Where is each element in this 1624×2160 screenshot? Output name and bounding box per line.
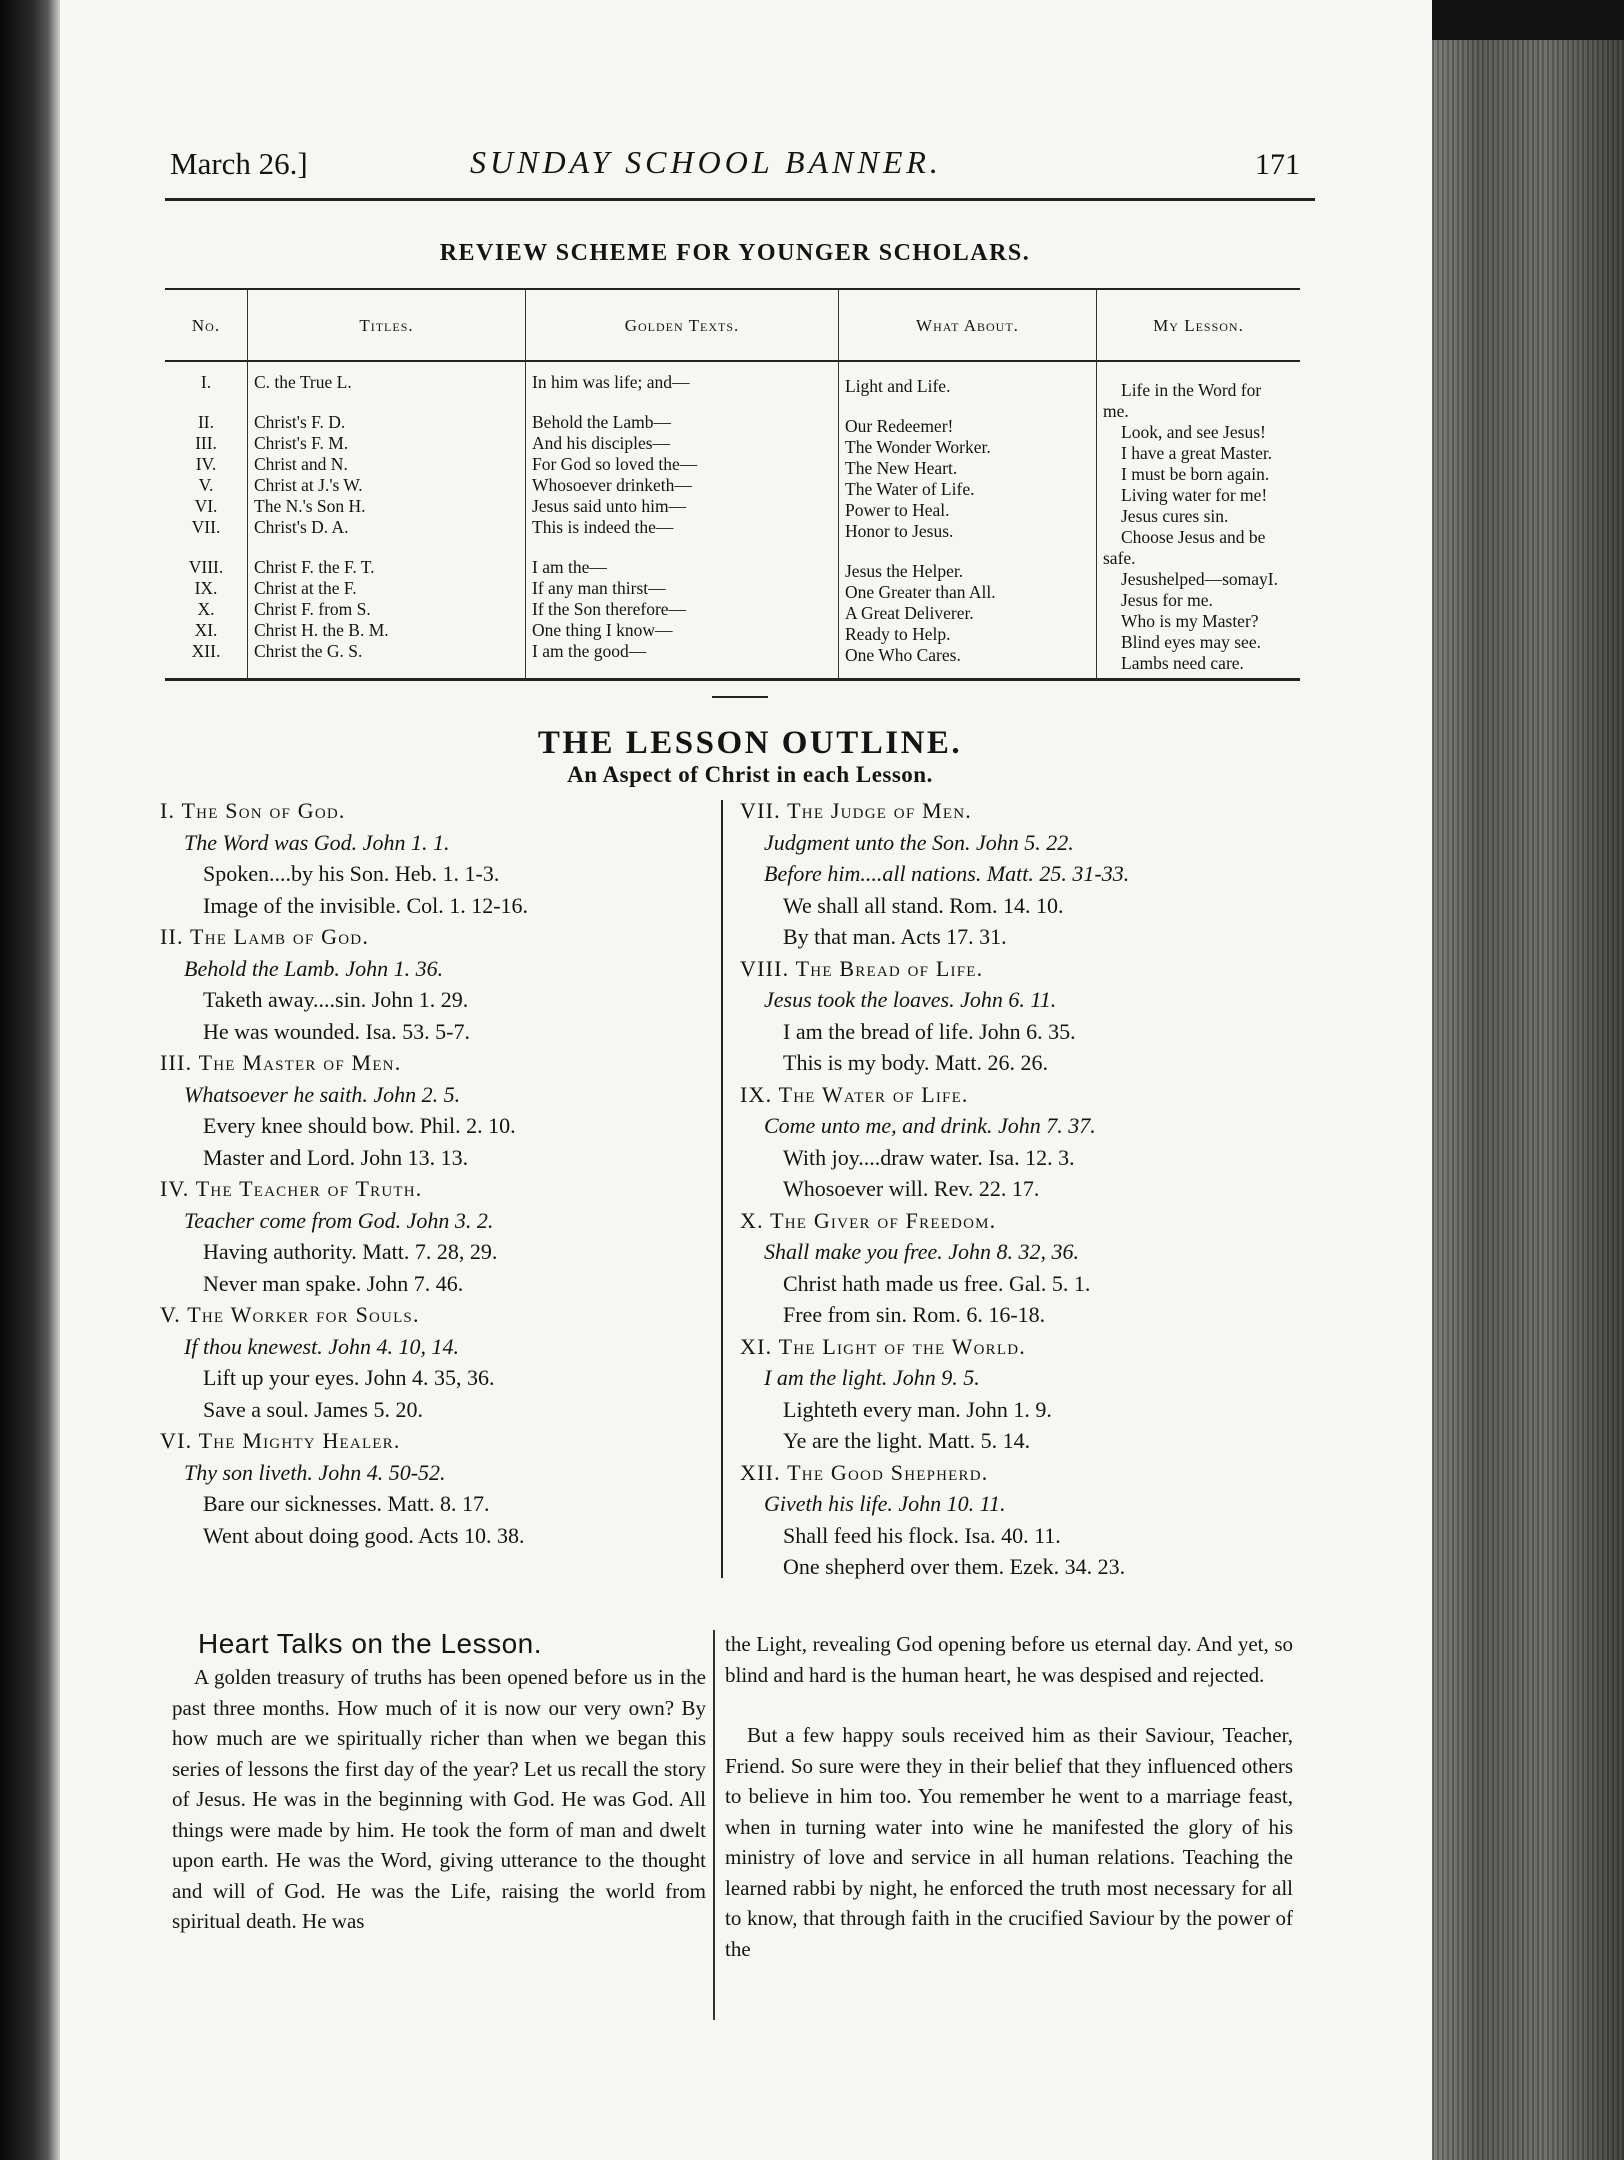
review-scheme-table [165, 288, 1300, 681]
table-body-row [165, 361, 1300, 680]
book-page-edges [1432, 0, 1624, 2160]
table-cell: One thing I know— [532, 620, 673, 640]
table-cell: XI. [194, 620, 218, 640]
table-cell: Christ and N. [254, 454, 348, 474]
outline-item [160, 1173, 720, 1299]
table-cell: V. [198, 475, 214, 495]
outline-item [160, 921, 720, 1047]
table-cell: Christ's D. A. [254, 517, 349, 537]
outline-key-verse: If thou knewest. John 4. 10, 14. [184, 1333, 459, 1359]
table-cell: Look, and see Jesus! [1121, 422, 1266, 442]
no-column [165, 361, 248, 680]
outline-ref: We shall all stand. Rom. 14. 10. [783, 892, 1064, 918]
table-cell: In him was life; and— [532, 372, 690, 392]
table-cell: Life in the Word for [1121, 380, 1262, 400]
header-golden-texts: Golden Texts. [526, 289, 839, 361]
book-gutter-shadow [0, 0, 60, 2160]
table-cell: Our Redeemer! [845, 416, 954, 436]
table-cell: Honor to Jesus. [845, 521, 954, 541]
table-cell: Christ at the F. [254, 578, 357, 598]
body-column-divider [713, 1630, 715, 2020]
outline-item [740, 795, 1320, 953]
outline-item [160, 795, 720, 921]
table-cell: The Water of Life. [845, 479, 975, 499]
table-cell: safe. [1103, 548, 1136, 568]
table-cell: Christ's F. D. [254, 412, 346, 432]
outline-key-verse: Jesus took the loaves. John 6. 11. [764, 987, 1057, 1012]
table-cell: If the Son therefore— [532, 599, 687, 619]
outline-ref: Spoken....by his Son. Heb. 1. 1-3. [203, 861, 500, 886]
table-cell: This is indeed the— [532, 517, 674, 537]
table-cell: II. [197, 412, 215, 432]
heart-talks-paragraph-right-2: But a few happy souls received him as their Saviour, Teacher, Friend. So sure were they in their belief that they influenced others to believe in him too. You remember he went to a marriage feast, when in turning water into wine he manifested the glory of his ministry of love and service in all human relations. Teaching the learned rabbi by night, he enforced the truth most necessary for all to know, that through faith in the crucified Saviour by the power of the [725, 1723, 1293, 1961]
table-cell: Lambs need care. [1121, 653, 1244, 673]
golden-texts-column [526, 361, 839, 680]
table-cell: Power to Heal. [845, 500, 950, 520]
outline-ref: One shepherd over them. Ezek. 34. 23. [783, 1554, 1126, 1579]
table-cell: III. [195, 433, 217, 453]
outline-item [160, 1425, 720, 1551]
outline-ref: Free from sin. Rom. 6. 16-18. [783, 1302, 1046, 1327]
book-top-shadow [1432, 0, 1624, 40]
table-cell: me. [1103, 401, 1129, 421]
outline-key-verse: Judgment unto the Son. John 5. 22. [764, 829, 1074, 855]
outline-heading: I. The Son of God. [160, 798, 346, 823]
outline-heading: X. The Giver of Freedom. [740, 1207, 997, 1233]
outline-ref: Shall feed his flock. Isa. 40. 11. [783, 1522, 1061, 1548]
table-cell: Christ at J.'s W. [254, 475, 363, 495]
outline-ref: Ye are the light. Matt. 5. 14. [783, 1428, 1031, 1453]
table-cell: X. [197, 599, 215, 619]
outline-ref: He was wounded. Isa. 53. 5-7. [203, 1018, 470, 1044]
header-no: No. [165, 289, 248, 361]
table-cell: For God so loved the— [532, 454, 698, 474]
outline-heading: IV. The Teacher of Truth. [160, 1176, 423, 1201]
outline-heading: III. The Master of Men. [160, 1050, 402, 1075]
review-scheme-title: REVIEW SCHEME FOR YOUNGER SCHOLARS. [439, 240, 1031, 266]
outline-ref: Master and Lord. John 13. 13. [203, 1144, 469, 1170]
table-cell: Whosoever drinketh— [532, 475, 692, 495]
lesson-outline-title: THE LESSON OUTLINE. [537, 725, 963, 761]
table-cell: The N.'s Son H. [254, 496, 366, 516]
table-cell: IX. [194, 578, 218, 598]
table-cell: Jesus for me. [1121, 590, 1213, 610]
running-head [0, 142, 1624, 192]
outline-ref: Having authority. Matt. 7. 28, 29. [203, 1239, 498, 1264]
table-cell: Jesus the Helper. [845, 561, 964, 581]
outline-key-verse: Teacher come from God. John 3. 2. [184, 1207, 494, 1233]
heart-talks-paragraph-left: A golden treasury of truths has been opened before us in the past three months. How much of it is now our very own? By how much are we spiritually richer than when we began this series of lessons the first day of the year? Let us recall the story of Jesus. He was in the beginning with God. He was God. All things were made by him. He took the form of man and dwelt upon earth. He was the Word, giving utterance to the thought and will of God. He was the Life, raising the world from spiritual death. He was [172, 1665, 706, 1933]
table-cell: Christ H. the B. M. [254, 620, 389, 640]
table-cell: And his disciples— [532, 433, 671, 453]
outline-heading: XI. The Light of the World. [740, 1333, 1026, 1359]
header-my-lesson: My Lesson. [1097, 289, 1301, 361]
outline-key-verse: The Word was God. John 1. 1. [184, 829, 450, 855]
outline-ref: Went about doing good. Acts 10. 38. [203, 1522, 525, 1548]
outline-column-divider [721, 800, 723, 1578]
outline-ref: Bare our sicknesses. Matt. 8. 17. [203, 1491, 490, 1516]
outline-item [740, 1331, 1320, 1457]
table-cell: Behold the Lamb— [532, 412, 672, 432]
outline-item [160, 1047, 720, 1173]
outline-key-verse: Whatsoever he saith. John 2. 5. [184, 1081, 461, 1107]
table-cell: I have a great Master. [1121, 443, 1273, 463]
what-about-column [839, 361, 1097, 680]
table-cell: VII. [191, 517, 221, 537]
titles-column [248, 361, 526, 680]
outline-key-verse: Before him....all nations. Matt. 25. 31-33. [764, 861, 1130, 886]
table-cell: Jesus said unto him— [532, 496, 687, 516]
outline-item [740, 1205, 1320, 1331]
table-cell: IV. [195, 454, 217, 474]
table-cell: I. [200, 372, 212, 392]
lesson-outline-subtitle: An Aspect of Christ in each Lesson. [567, 762, 933, 787]
table-cell: Blind eyes may see. [1121, 632, 1261, 652]
outline-key-verse: Giveth his life. John 10. 11. [764, 1491, 1006, 1516]
table-cell: Christ's F. M. [254, 433, 349, 453]
table-header-row [165, 289, 1300, 361]
table-cell: If any man thirst— [532, 578, 666, 598]
table-cell: XII. [191, 641, 221, 661]
outline-key-verse: Thy son liveth. John 4. 50-52. [184, 1459, 446, 1485]
table-cell: Light and Life. [845, 376, 951, 396]
outline-ref: Lighteth every man. John 1. 9. [783, 1396, 1052, 1422]
outline-ref: Christ hath made us free. Gal. 5. 1. [783, 1270, 1091, 1296]
outline-key-verse: Come unto me, and drink. John 7. 37. [764, 1113, 1096, 1138]
outline-ref: Save a soul. James 5. 20. [203, 1396, 423, 1422]
outline-heading: IX. The Water of Life. [740, 1081, 969, 1107]
outline-ref: Whosoever will. Rev. 22. 17. [783, 1176, 1040, 1201]
outline-item [740, 953, 1320, 1079]
heart-talks-title: Heart Talks on the Lesson. [198, 1628, 543, 1659]
table-cell: Christ F. from S. [254, 599, 371, 619]
outline-heading: II. The Lamb of God. [160, 924, 370, 949]
table-cell: One Who Cares. [845, 645, 961, 665]
outline-heading: VII. The Judge of Men. [740, 798, 972, 823]
page-number: 171 [1255, 148, 1300, 181]
outline-heading: VI. The Mighty Healer. [160, 1428, 401, 1453]
outline-ref: With joy....draw water. Isa. 12. 3. [783, 1144, 1075, 1170]
header-rule [165, 198, 1315, 201]
table-cell: Jesushelped—somayI. [1121, 569, 1278, 589]
outline-item [160, 1299, 720, 1425]
table-cell: The New Heart. [845, 458, 958, 478]
outline-item [740, 1457, 1320, 1583]
table-cell: Who is my Master? [1121, 611, 1259, 631]
heart-talks-paragraph-right-1: the Light, revealing God opening before us eternal day. And yet, so blind and hard is the human heart, he was despised and rejected. [725, 1632, 1293, 1687]
outline-ref: Every knee should bow. Phil. 2. 10. [203, 1113, 516, 1138]
table-cell: I am the good— [532, 641, 647, 661]
outline-key-verse: I am the light. John 9. 5. [764, 1365, 980, 1390]
outline-item [740, 1079, 1320, 1205]
running-head-date: March 26.] [170, 146, 308, 181]
table-cell: A Great Deliverer. [845, 603, 974, 623]
outline-heading: XII. The Good Shepherd. [740, 1459, 989, 1485]
outline-ref: I am the bread of life. John 6. 35. [783, 1018, 1076, 1044]
table-cell: VI. [194, 496, 218, 516]
outline-ref: Taketh away....sin. John 1. 29. [203, 987, 469, 1012]
table-cell: Jesus cures sin. [1121, 506, 1229, 526]
table-cell: Christ F. the F. T. [254, 557, 375, 577]
section-divider [712, 696, 768, 698]
table-cell: The Wonder Worker. [845, 437, 991, 457]
table-cell: Choose Jesus and be [1121, 527, 1266, 547]
table-cell: Ready to Help. [845, 624, 951, 644]
my-lesson-column [1097, 361, 1301, 680]
table-cell: Living water for me! [1121, 485, 1268, 505]
outline-ref: Lift up your eyes. John 4. 35, 36. [203, 1365, 495, 1390]
table-cell: I am the— [532, 557, 607, 577]
header-what-about: What About. [839, 289, 1097, 361]
outline-heading: V. The Worker for Souls. [160, 1302, 420, 1327]
table-cell: VIII. [188, 557, 224, 577]
table-cell: I must be born again. [1121, 464, 1270, 484]
outline-ref: This is my body. Matt. 26. 26. [783, 1050, 1049, 1075]
outline-key-verse: Behold the Lamb. John 1. 36. [184, 955, 444, 981]
outline-left-column [160, 795, 720, 1551]
running-head-title: SUNDAY SCHOOL BANNER. [470, 144, 942, 180]
outline-heading: VIII. The Bread of Life. [740, 955, 984, 981]
outline-ref: By that man. Acts 17. 31. [783, 924, 1007, 949]
table-cell: Christ the G. S. [254, 641, 363, 661]
outline-key-verse: Shall make you free. John 8. 32, 36. [764, 1239, 1080, 1264]
table-cell: C. the True L. [254, 372, 352, 392]
outline-right-column [740, 795, 1320, 1583]
outline-ref: Image of the invisible. Col. 1. 12-16. [203, 892, 529, 918]
header-titles: Titles. [248, 289, 526, 361]
outline-ref: Never man spake. John 7. 46. [203, 1270, 464, 1296]
table-cell: One Greater than All. [845, 582, 996, 602]
